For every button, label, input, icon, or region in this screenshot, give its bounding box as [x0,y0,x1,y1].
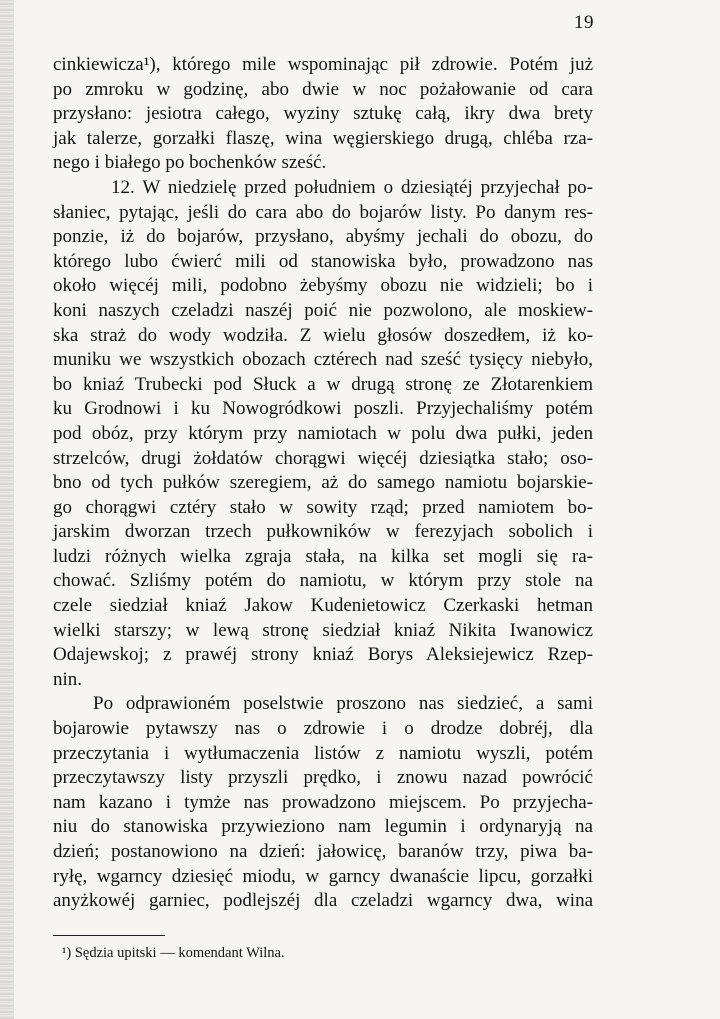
footnote-rule [53,935,165,936]
text-line: muniku we wszystkich obozach cztérech nad sześć tysięcy niebyło, [53,349,593,371]
text-line: ponzie, iż do bojarów, przysłano, abyśmy jechali do obozu, do [53,226,593,248]
text-line: Odajewskoj; z prawéj strony kniaź Borys Aleksiejewicz Rzep- [53,644,593,666]
text-line: jak talerze, gorzałki flaszę, wina węgierskiego drugą, chléba rza- [53,127,593,149]
text-line: czele siedział kniaź Jakow Kudenietowicz Czerkaski hetman [53,595,593,617]
text-line: bo kniaź Trubecki pod Słuck a w drugą stronę ze Złotarenkiem [53,373,593,395]
text-line: przysłano: jesiotra całego, wyziny sztukę całą, ikry dwa brety [53,103,593,125]
footnote [62,945,285,962]
text-line: przeczytawszy listy przyszli prędko, i znowu nazad powrócić [53,767,593,789]
text-line: ska straż do wody wodziła. Z wielu głosów doszedłem, iż ko- [53,324,593,346]
paragraph-start-line: Po odprawioném poselstwie proszono nas siedzieć, a sami [93,693,593,715]
text-line: cinkiewicza¹), którego mile wspominając pił zdrowie. Potém już [53,54,593,75]
text-line: go chorągwi cztéry stało w sowity rząd; przed namiotem bo- [53,496,593,518]
text-line: przeczytania i wytłumaczenia listów z namiotu wyszli, potém [53,742,593,764]
text-line: bojarowie pytawszy nas o zdrowie i o drodze dobréj, dla [53,718,593,740]
text-line: nin. [53,668,83,690]
text-line: ludzi różnych wielka zgraja stała, na kilka set mogli się ra- [53,545,593,567]
text-line: anyżkowéj garniec, podlejszéj dla czeladzi wgarncy dwa, wina [53,890,593,912]
text-line: dzień; postanowiono na dzień: jałowicę, baranów trzy, piwa ba- [53,841,593,862]
text-line: nam kazano i tymże nas prowadzono miejscem. Po przyjecha- [53,791,593,813]
footnote-text: Sędzia upitski — komendant Wilna. [74,945,285,961]
text-line: jarskim dworzan trzech pułkowników w ferezyjach sobolich i [53,521,593,543]
footnote-marker: ¹) [62,945,72,961]
text-line: niu do stanowiska przywieziono nam legumin i ordynaryją na [53,816,593,838]
text-line: po zmroku w godzinę, abo dwie w noc pożałowanie od cara [53,78,593,100]
text-line: bno od tych pułków szeregiem, aż do samego namiotu bojarskie- [53,472,593,494]
text-line: słaniec, pytając, jeśli do cara abo do bojarów listy. Po danym res- [53,201,593,223]
text-line: którego lubo ćwierć mili od stanowiska było, prowadzono nas [53,250,593,272]
text-line: wielki starszy; w lewą stronę siedział kniaź Nikita Iwanowicz [53,619,593,641]
text-line: około więcéj mili, podobno żebyśmy obozu nie widzieli; bo i [53,275,593,297]
text-line: nego i białego po bochenków sześć. [53,152,327,174]
scan-edge [0,0,14,1019]
page-number: 19 [574,12,594,33]
paragraph-start-line: 12. W niedzielę przed południem o dziesiątéj przyjechał po- [111,176,593,198]
text-line: pod obóz, przy którym przy namiotach w polu dwa pułki, jeden [53,422,593,444]
text-line: koni naszych czeladzi naszéj poić nie pozwolono, ale moskiew- [53,299,593,321]
body-text [53,53,593,914]
text-line: ryłę, wgarncy dziesięć miodu, w garncy dwanaście lipcu, gorzałki [53,865,593,887]
text-line: chować. Szliśmy potém do namiotu, w którym przy stole na [53,570,593,592]
text-line: ku Grodnowi i ku Nowogródkowi poszli. Przyjechaliśmy potém [53,398,593,420]
text-line: strzelców, drugi żołdatów chorągwi więcéj dziesiątka stało; oso- [53,447,593,469]
